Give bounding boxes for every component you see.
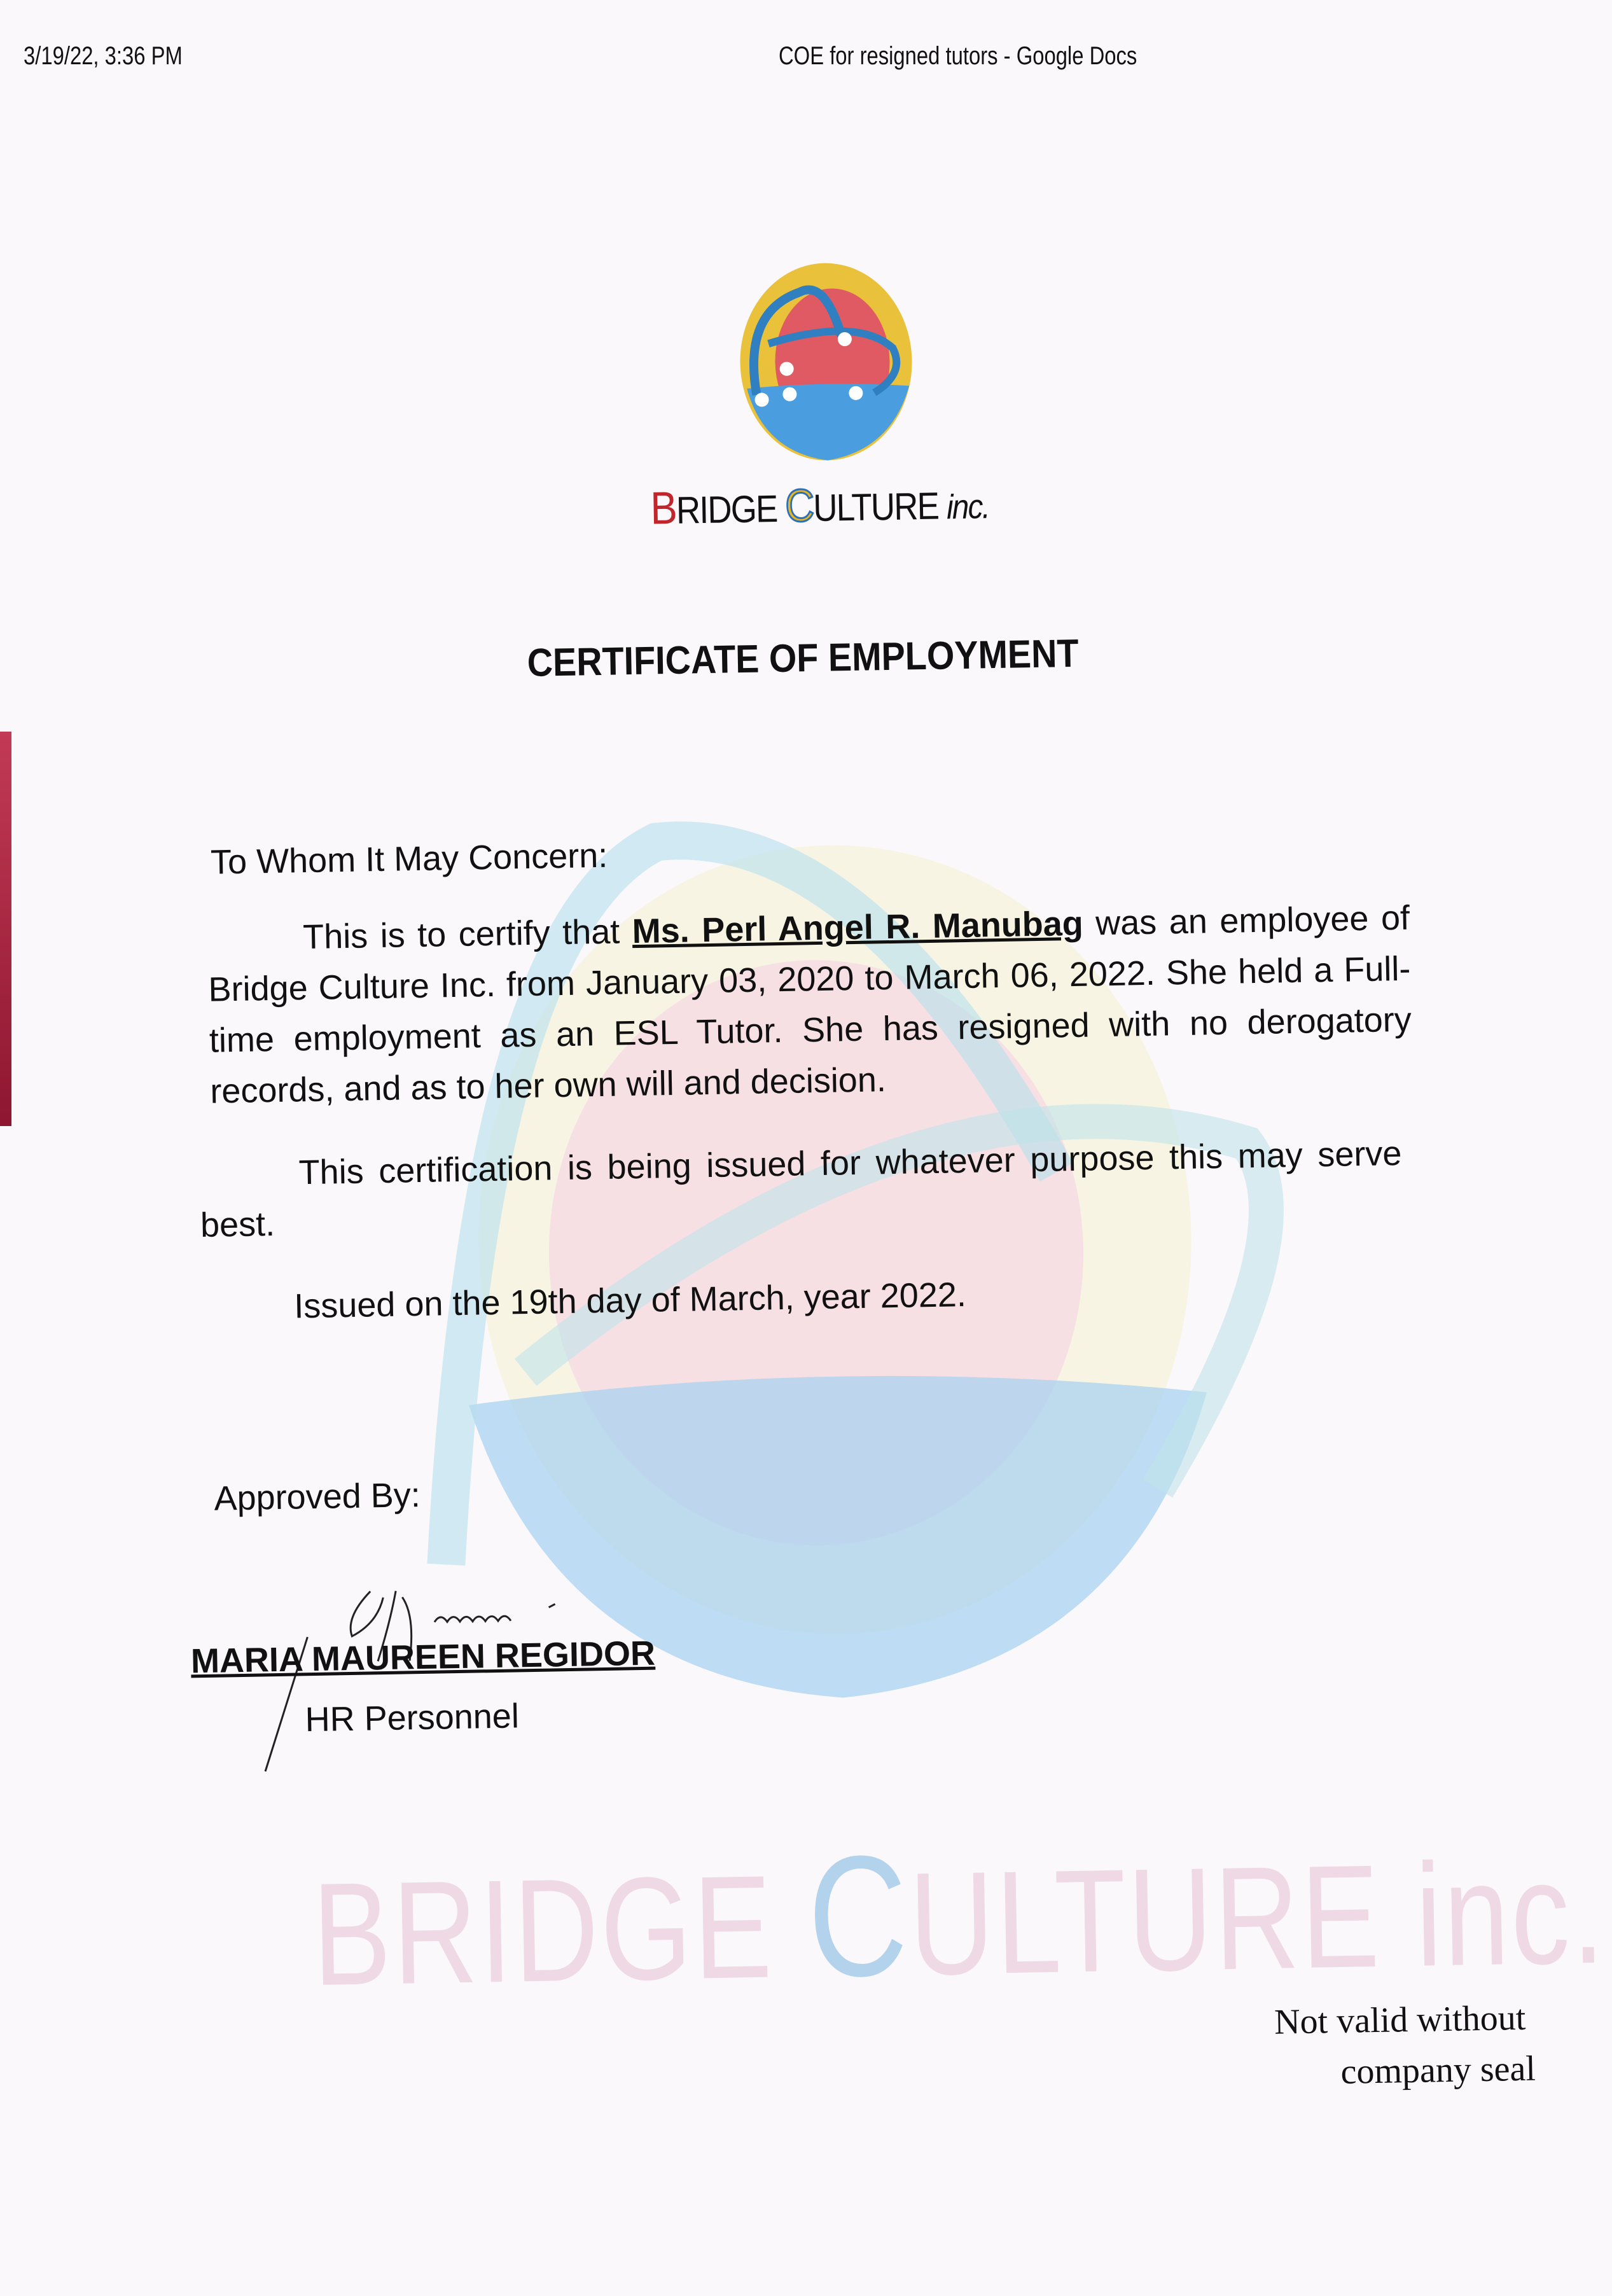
seal-note-line1: Not valid without xyxy=(1274,1998,1526,2042)
issued-date: Issued on the 19th day of March, year 2022. xyxy=(293,1276,967,1326)
signatory-role: HR Personnel xyxy=(305,1697,520,1739)
seal-note-line2: company seal xyxy=(1340,2049,1536,2092)
purpose-paragraph: This certification is being issued for whatever purpose this may serve best. xyxy=(200,1134,1402,1245)
certificate-title: CERTIFICATE OF EMPLOYMENT xyxy=(527,631,1080,685)
company-logo-icon xyxy=(729,258,924,478)
signatory-name: MARIA MAUREEN REGIDOR xyxy=(190,1634,656,1681)
salutation: To Whom It May Concern: xyxy=(210,836,608,882)
print-doc-title: COE for resigned tutors - Google Docs xyxy=(779,42,1137,70)
print-timestamp: 3/19/22, 3:36 PM xyxy=(24,42,183,70)
company-logo-text: BRIDGE CULTURE inc. xyxy=(650,480,990,534)
employee-name: Ms. Perl Angel R. Manubag xyxy=(632,904,1084,951)
approved-by-label: Approved By: xyxy=(214,1476,421,1518)
certification-paragraph: This is to certify that Ms. Perl Angel R. Manubag was an employee of Bridge Culture Inc. from January 03, 2020 to March 06, 2022. She held a Full-time employment as an ESL Tutor. She has resigned with no derogatory records, and as to her own will and decision. xyxy=(208,898,1412,1111)
watermark-text: BRIDGE CULTURE inc. xyxy=(311,1819,1608,2017)
